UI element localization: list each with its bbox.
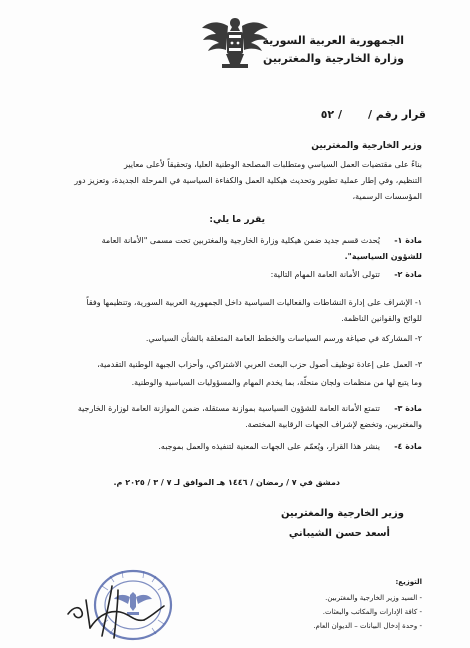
list-item: ٣- العمل على إعادة توظيف أصول حزب البعث العربي الاشتراكي، وأحزاب الجبهة الوطنية التقدمية، <box>97 360 422 369</box>
list-item: للوائح والقوانين الناظمة. <box>341 314 422 323</box>
article-1-text: يُحدث قسم جديد ضمن هيكلية وزارة الخارجية والمغتربين تحت مسمى "الأمانة العامة <box>101 236 380 245</box>
article-4-text: ينشر هذا القرار، ويُعمّم على الجهات المعنية لتنفيذه والعمل بموجبه. <box>158 442 380 451</box>
article-4-label: مادة ٤- <box>394 442 422 451</box>
signatory-name: أسعد حسن الشيباني <box>288 528 390 539</box>
article-3-text: والمغتربين، وتخضع لإشراف الجهات الرقابية المختصة. <box>245 420 422 429</box>
article-3-text: تتمتع الأمانة العامة للشؤون السياسية بموازنة مستقلة، ضمن الموازنة العامة لوزارة الخارجية <box>77 404 380 413</box>
distribution-item: - كافة الإدارات والمكاتب والبعثات. <box>322 608 422 616</box>
article-2-label: مادة ٢- <box>394 270 422 279</box>
list-item: وما يتبع لها من منظمات ولجان منحلّة، بما يخدم المهام والمسؤوليات السياسية والوطنية. <box>131 378 422 387</box>
preamble-line: المؤسسات الرسمية، <box>352 192 422 201</box>
distribution-heading: التوزيع: <box>395 578 422 586</box>
decision-number: ٥٢ / <box>320 108 342 121</box>
minister-heading: وزير الخارجية والمغتربين <box>311 141 422 151</box>
decides-heading: يقرر ما يلي: <box>209 215 265 225</box>
article-2-text: تتولى الأمانة العامة المهام التالية: <box>270 270 380 279</box>
signature-title: وزير الخارجية والمغتربين <box>280 508 404 519</box>
distribution-item: - السيد وزير الخارجية والمغتربين. <box>325 594 422 602</box>
eagle-emblem-icon <box>200 12 270 72</box>
article-3-label: مادة ٣- <box>394 404 422 413</box>
preamble-line: بناءً على مقتضيات العمل السياسي ومتطلبات المصلحة الوطنية العليا، وتحقيقاً لأعلى معايير <box>123 160 422 169</box>
article-1-text: للشؤون السياسية". <box>344 252 422 261</box>
distribution-item: - وحدة إدخال البيانات – الديوان العام. <box>313 622 422 630</box>
decision-label: قرار رقم / <box>368 108 426 121</box>
date-line: دمشق في ٧ / رمضان / ١٤٤٦ هـ الموافق لـ ٧ / ٣ / ٢٠٢٥ م. <box>113 478 340 487</box>
list-item: ١- الإشراف على إدارة النشاطات والفعاليات السياسية داخل الجمهورية العربية السورية، وتنظيمها وفقاً <box>86 298 422 307</box>
list-item: ٢- المشاركة في صياغة ورسم السياسات والخطط العامة المتعلقة بالشأن السياسي. <box>145 334 422 343</box>
header-ministry: وزارة الخارجية والمغتربين <box>263 52 404 65</box>
preamble-line: التنظيم، وفي إطار عملية تطوير وتحديث هيكلية العمل والكفاءة السياسية في المرحلة الجديدة، وتعزيز دور <box>74 176 422 185</box>
article-1-label: مادة ١- <box>394 236 422 245</box>
header-country: الجمهورية العربية السورية <box>262 34 404 47</box>
handwritten-signature-icon <box>60 576 170 646</box>
